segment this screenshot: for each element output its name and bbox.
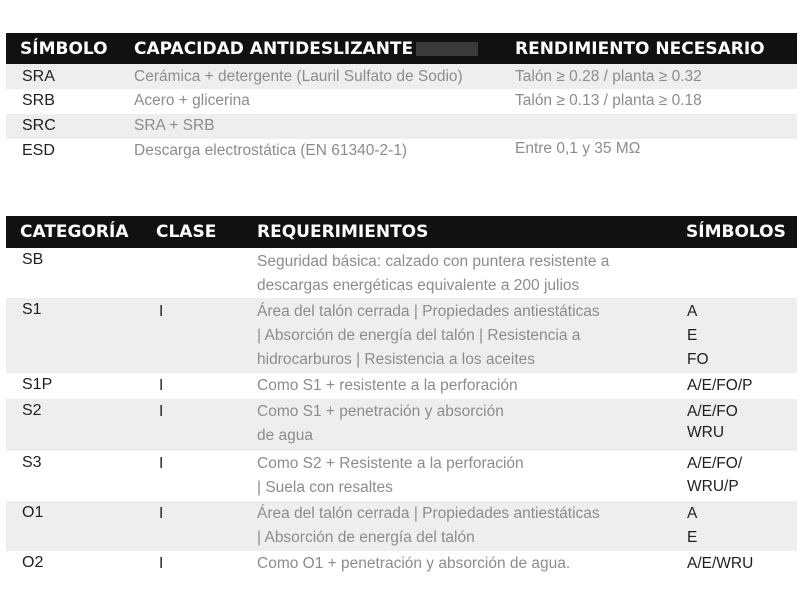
performance-cell: Entre 0,1 y 35 MΩ — [515, 140, 641, 157]
header-symbol: SÍMBOLO — [20, 38, 108, 59]
class-cell: I — [159, 455, 164, 472]
symbol-line: A — [687, 303, 698, 320]
performance-cell: Talón ≥ 0.28 / planta ≥ 0.32 — [515, 68, 702, 85]
class-cell: I — [159, 303, 164, 320]
header-symbols: SÍMBOLOS — [686, 222, 786, 242]
requirement-line: Como S1 + resistente a la perforación — [257, 377, 518, 394]
category-cell: S3 — [22, 454, 42, 471]
table2-row — [6, 551, 797, 579]
requirement-line: Área del talón cerrada | Propiedades antiestáticas — [257, 303, 600, 320]
requirement-line: descargas energéticas equivalente a 200 julios — [257, 277, 580, 294]
symbol-line: E — [687, 529, 698, 546]
symbol-cell: SRA — [22, 68, 55, 85]
table2-row — [6, 451, 797, 501]
symbol-line: E — [687, 327, 698, 344]
table1-row — [6, 139, 797, 167]
header-required-performance: RENDIMIENTO NECESARIO — [515, 38, 765, 59]
header-requirements: REQUERIMIENTOS — [257, 222, 429, 242]
category-cell: O2 — [22, 554, 44, 571]
table2-row — [6, 298, 797, 373]
requirement-line: | Suela con resaltes — [257, 479, 393, 496]
capacity-cell: Descarga electrostática (EN 61340-2-1) — [134, 142, 408, 159]
symbol-cell: SRC — [22, 117, 56, 134]
requirement-line: | Absorción de energía del talón | Resistencia a — [257, 327, 581, 344]
header-class: CLASE — [156, 222, 217, 242]
performance-cell: Talón ≥ 0.13 / planta ≥ 0.18 — [515, 92, 702, 109]
safety-category-table — [6, 216, 797, 579]
category-cell: SB — [22, 251, 44, 268]
category-cell: S1 — [22, 301, 42, 318]
category-cell: O1 — [22, 504, 44, 521]
table1-row — [6, 64, 797, 89]
requirement-line: Como S2 + Resistente a la perforación — [257, 455, 524, 472]
class-cell: I — [159, 377, 164, 394]
table2-row — [6, 373, 797, 399]
capacity-cell: Acero + glicerina — [134, 92, 250, 109]
table2-row — [6, 399, 797, 451]
capacity-cell: SRA + SRB — [134, 117, 215, 134]
requirement-line: | Absorción de energía del talón — [257, 529, 475, 546]
requirement-line: Como O1 + penetración y absorción de agua. — [257, 555, 571, 572]
category-cell: S2 — [22, 402, 42, 419]
symbol-line: A/E/FO/ — [687, 455, 743, 472]
requirement-line: hidrocarburos | Resistencia a los aceites — [257, 351, 535, 368]
header-category: CATEGORÍA — [20, 222, 129, 242]
redaction-mark — [416, 42, 478, 56]
requirement-line: Área del talón cerrada | Propiedades antiestáticas — [257, 505, 600, 522]
class-cell: I — [159, 403, 164, 420]
requirement-line: de agua — [257, 427, 314, 444]
symbol-line: WRU/P — [687, 478, 739, 495]
symbol-line: A/E/FO — [687, 403, 738, 420]
table2-row — [6, 501, 797, 551]
class-cell: I — [159, 505, 164, 522]
capacity-cell: Cerámica + detergente (Lauril Sulfato de Sodio) — [134, 68, 463, 85]
table1-header — [6, 33, 797, 64]
symbol-cell: SRB — [22, 92, 55, 109]
symbol-line: FO — [687, 351, 709, 368]
symbol-line: A — [687, 505, 698, 522]
symbol-line: WRU — [687, 424, 725, 441]
requirement-line: Como S1 + penetración y absorción — [257, 403, 504, 420]
table1-row — [6, 114, 797, 139]
category-cell: S1P — [22, 376, 53, 393]
requirement-line: Seguridad básica: calzado con puntera resistente a — [257, 253, 610, 270]
header-slip-capacity: CAPACIDAD ANTIDESLIZANTE — [134, 38, 414, 59]
symbol-cell: ESD — [22, 142, 55, 159]
symbol-line: A/E/FO/P — [687, 377, 753, 394]
class-cell: I — [159, 555, 164, 572]
slip-resistance-table — [6, 33, 797, 167]
table2-row — [6, 248, 797, 298]
symbol-line: A/E/WRU — [687, 555, 754, 572]
table1-row — [6, 89, 797, 114]
table2-header — [6, 216, 797, 248]
